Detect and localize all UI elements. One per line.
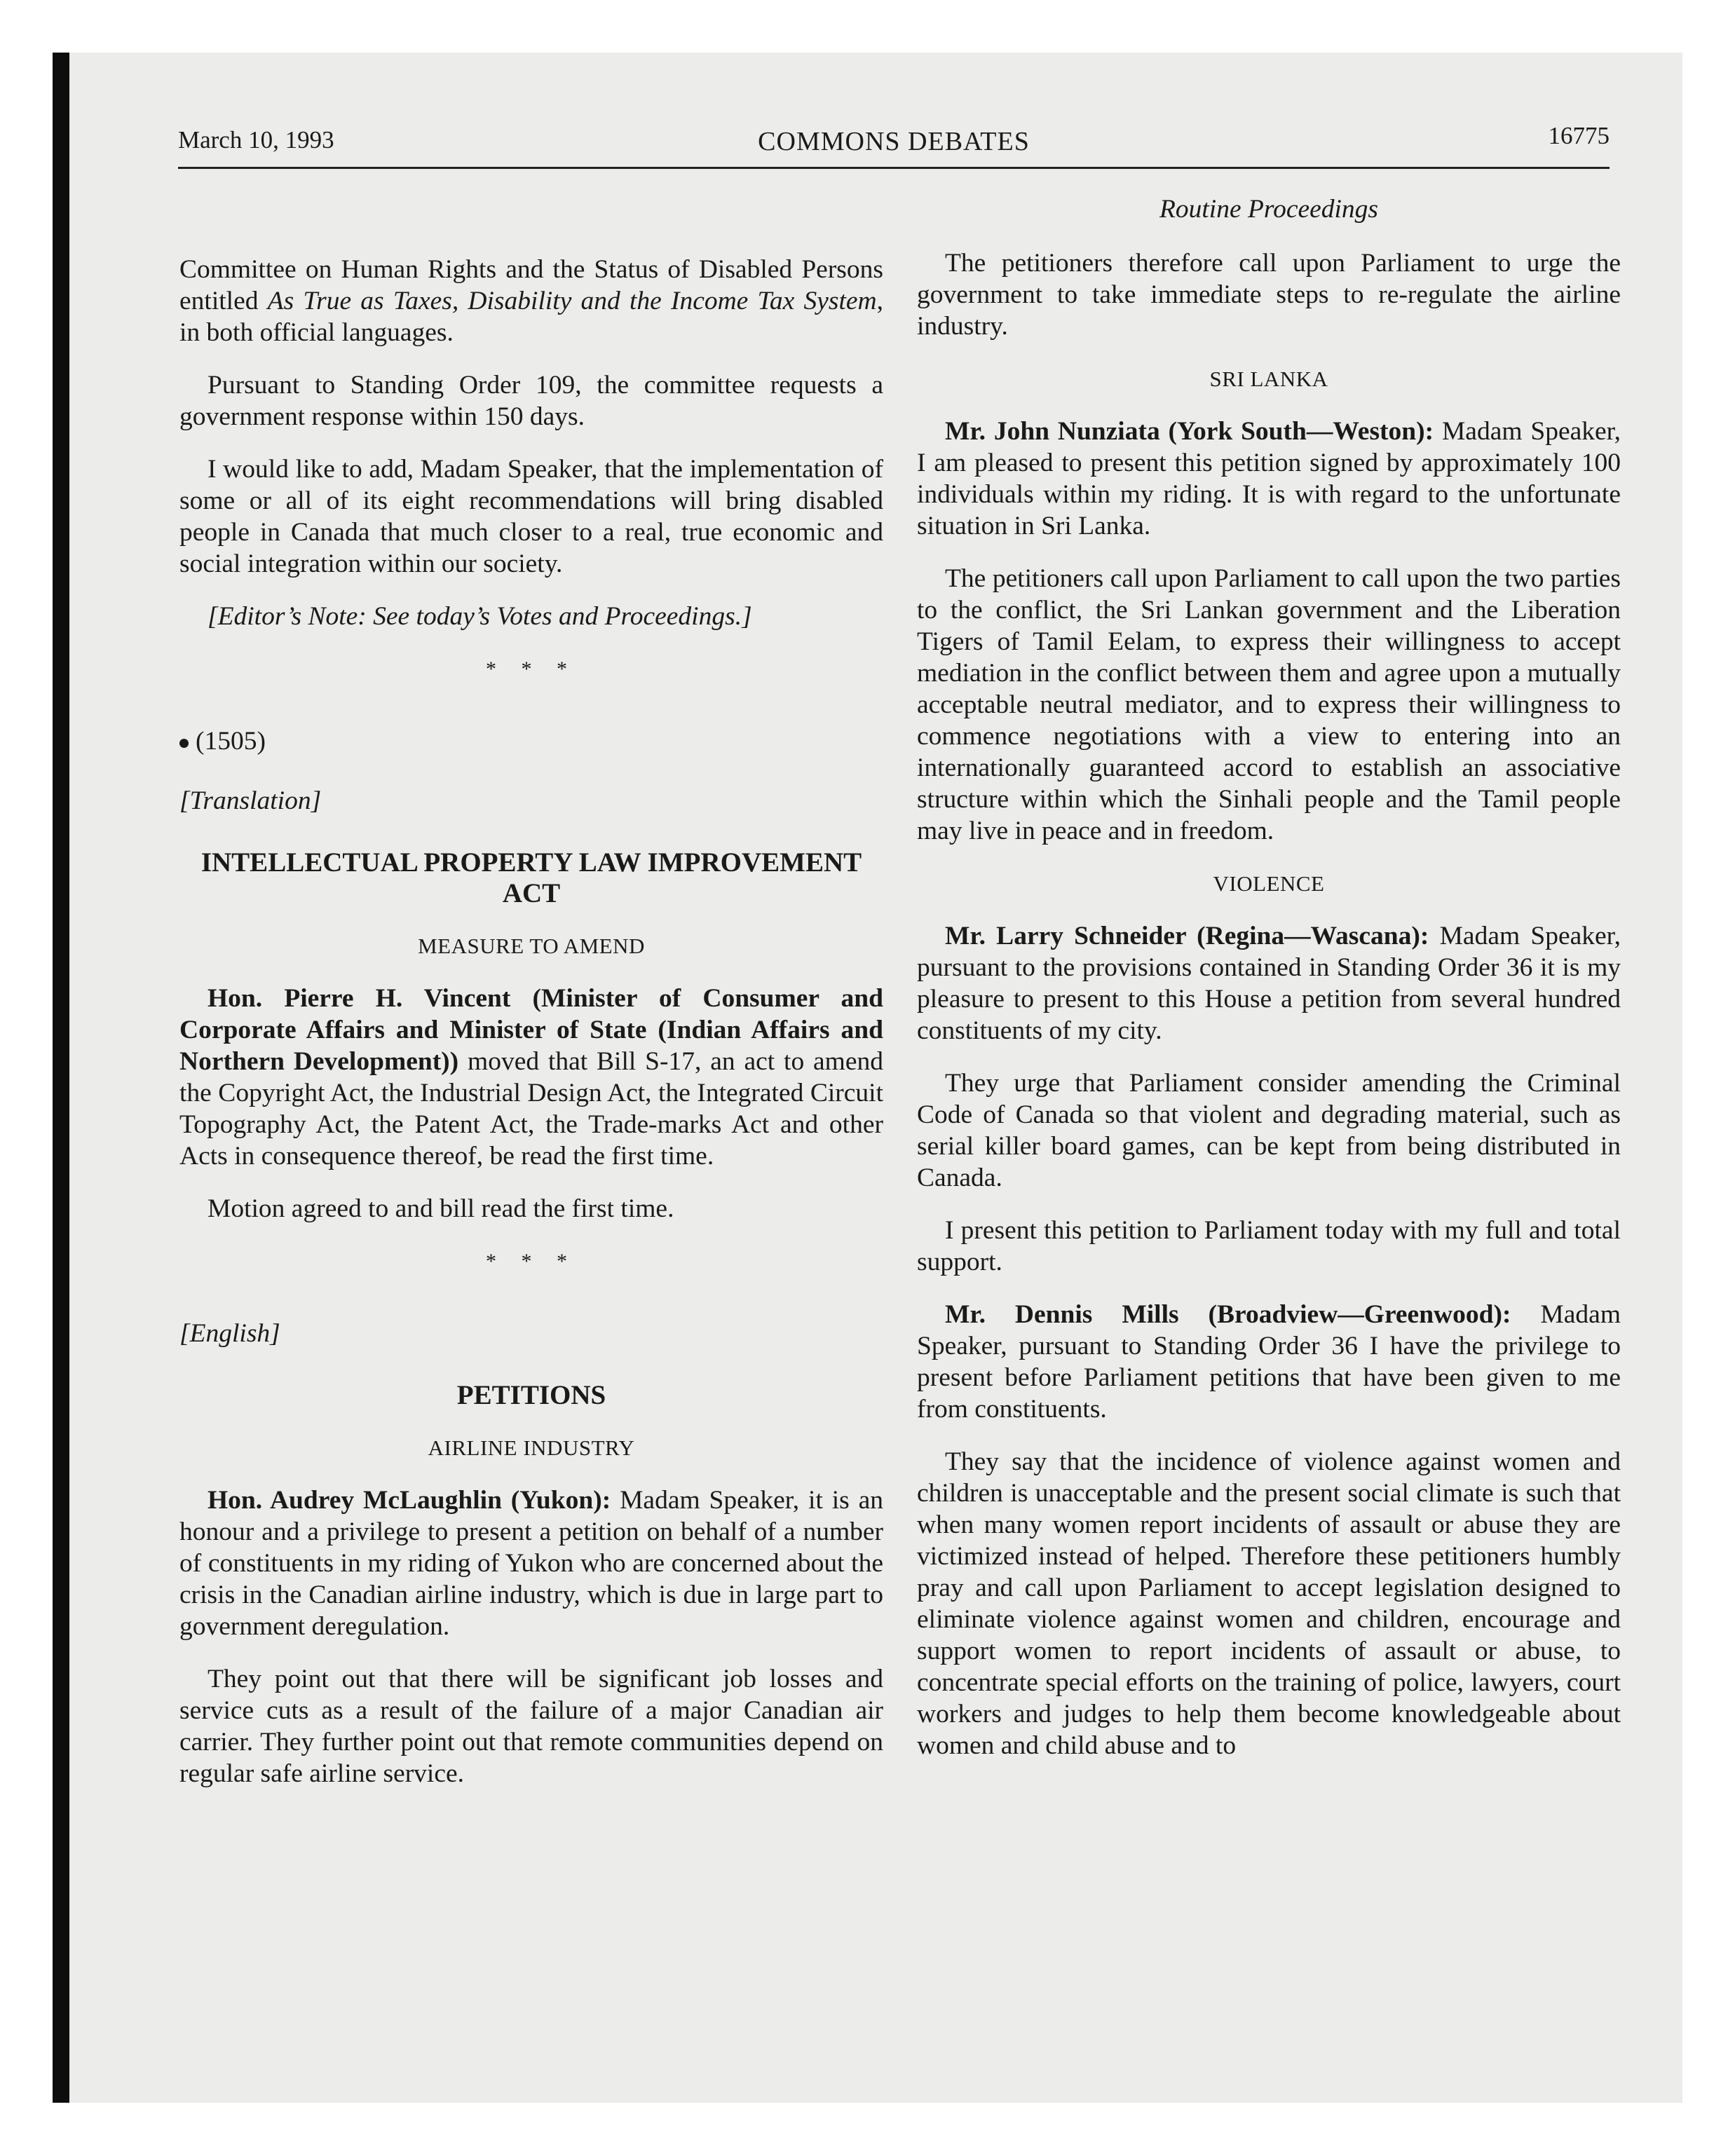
subheading-violence: VIOLENCE xyxy=(1213,871,1325,896)
implementation-paragraph: I would like to add, Madam Speaker, that the implementation of some or all of its eight recommendations will bring disabled people in Canada that much closer to a real, true economic and social integration within our society. xyxy=(179,455,883,578)
binding-edge xyxy=(53,53,69,2103)
timestamp xyxy=(179,725,883,757)
header-date: March 10, 1993 xyxy=(178,126,334,153)
subheading-measure: MEASURE TO AMEND xyxy=(418,934,645,958)
heading-petitions: PETITIONS xyxy=(456,1380,606,1410)
translation-tag: [Translation] xyxy=(179,786,322,815)
mills-text: Madam Speaker, pursuant to Standing Order 36 I have the privilege to present before Parliament petitions that have been given to me from constituents. xyxy=(917,1300,1621,1424)
violence-paragraph-2: They urge that Parliament consider amending the Criminal Code of Canada so that violent and degrading material, such as serial killer board games, can be kept from being distributed in Canada. xyxy=(917,1069,1621,1192)
nunziata-text: Madam Speaker, I am pleased to present this petition signed by approximately 100 individuals within my riding. It is with regard to the unfortunate situation in Sri Lanka. xyxy=(917,417,1621,540)
editor-note: [Editor’s Note: See today’s Votes and Proceedings.] xyxy=(207,602,752,631)
speaker-mclaughlin: Hon. Audrey McLaughlin (Yukon): xyxy=(207,1486,611,1515)
subheading-airline: AIRLINE INDUSTRY xyxy=(428,1435,635,1460)
heading-ipl-act: INTELLECTUAL PROPERTY LAW IMPROVEMENT ACT xyxy=(200,847,862,908)
bullet-icon xyxy=(179,739,189,748)
schneider-text: Madam Speaker, pursuant to the provisions contained in Standing Order 36 it is my pleasure to present to this House a petition from several hundred constituents of my city. xyxy=(917,922,1621,1045)
right-column xyxy=(917,193,1621,1761)
mclaughlin-text: Madam Speaker, it is an honour and a privilege to present a petition on behalf of a number of constituents in my riding of Yukon who are concerned about the crisis in the Canadian airline industry, which is due in large part to government deregulation. xyxy=(179,1486,883,1641)
speaker-vincent: Hon. Pierre H. Vincent (Minister of Consumer and Corporate Affairs and Minister of State (Indian Affairs and Northern Development)) xyxy=(179,984,883,1076)
nunziata-petition xyxy=(917,416,1621,542)
speaker-nunziata: Mr. John Nunziata (York South—Weston): xyxy=(945,417,1434,446)
vincent-text: moved that Bill S-17, an act to amend the Copyright Act, the Industrial Design Act, the Integrated Circuit Topography Act, the Patent Act, the Trade-marks Act and other Acts in consequence thereof, be read the first time. xyxy=(179,1047,884,1171)
schneider-petition xyxy=(917,920,1621,1046)
timestamp-text: (1505) xyxy=(196,727,266,756)
running-head: Routine Proceedings xyxy=(1159,195,1379,224)
standing-order-paragraph: Pursuant to Standing Order 109, the committee requests a government response within 150 days. xyxy=(179,371,883,431)
header-title: COMMONS DEBATES xyxy=(758,127,1030,156)
committee-paragraph xyxy=(179,254,883,348)
english-tag: [English] xyxy=(179,1319,280,1348)
mills-paragraph-2: They say that the incidence of violence against women and children is unacceptable and the present social climate is such that when many women report incidents of assault or abuse they are victimized instead of helped. Therefore these petitioners humbly pray and call upon Parliament to accept legislation designed to eliminate violence against women and children, encourage and support women to report incidents of assault or abuse, to concentrate special efforts on the training of police, lawyers, court workers and judges to help them become knowledgeable about women and child abuse and to xyxy=(917,1447,1621,1760)
left-column xyxy=(179,254,883,1810)
airline-paragraph-3: The petitioners therefore call upon Parliament to urge the government to take immediate steps to re-regulate the airline industry. xyxy=(917,249,1621,341)
section-separator: * * * xyxy=(486,657,577,681)
p1-text-a: Committee on Human Rights and the Status of Disabled Persons entitled xyxy=(179,255,883,315)
report-title: As True as Taxes, Disability and the Income Tax System xyxy=(267,287,877,315)
mills-petition xyxy=(917,1299,1621,1425)
sri-lanka-paragraph-2: The petitioners call upon Parliament to call upon the two parties to the conflict, the Sri Lankan government and the Liberation Tigers of Tamil Eelam, to express their willingness to accept mediation in the conflict between them and agree upon a mutually acceptable neutral mediator, and to express their willingness to commence negotiations with a view to entering into an internationally guaranteed accord to establish an associative structure within which the Sinhali people and the Tamil people may live in peace and in freedom. xyxy=(917,564,1621,845)
mclaughlin-petition xyxy=(179,1485,883,1642)
header-rule xyxy=(178,167,1610,169)
subheading-sri-lanka: SRI LANKA xyxy=(1209,367,1328,391)
page-header xyxy=(178,121,1610,163)
section-separator-2: * * * xyxy=(486,1250,577,1273)
speaker-schneider: Mr. Larry Schneider (Regina—Wascana): xyxy=(945,922,1429,950)
motion-agreed: Motion agreed to and bill read the first time. xyxy=(207,1194,674,1223)
page-number: 16775 xyxy=(1548,122,1610,149)
p1-text-b: , in both official languages. xyxy=(179,287,884,347)
violence-paragraph-3: I present this petition to Parliament today with my full and total support. xyxy=(917,1216,1621,1276)
vincent-motion xyxy=(179,983,883,1172)
speaker-mills: Mr. Dennis Mills (Broadview—Greenwood): xyxy=(945,1300,1511,1329)
airline-paragraph-2: They point out that there will be significant job losses and service cuts as a result of the failure of a major Canadian air carrier. They further point out that remote communities depend on regular safe airline service. xyxy=(179,1665,883,1788)
